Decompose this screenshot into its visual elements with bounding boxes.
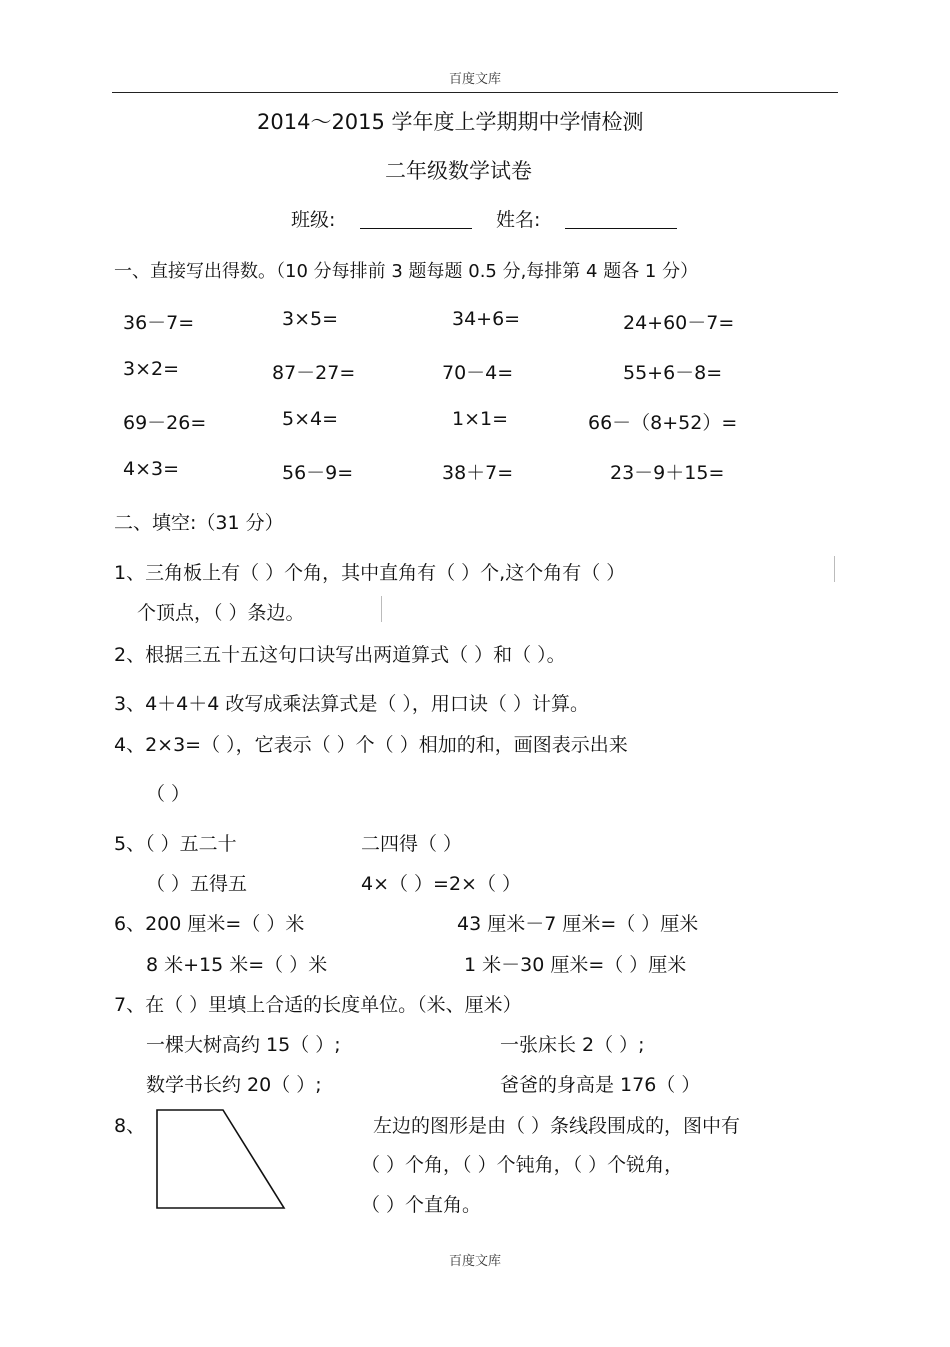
- section2-heading: 二、填空:（31 分）: [114, 512, 284, 534]
- trapezoid-figure: [150, 1104, 292, 1214]
- question-7-b: 一张床长 2（ ）;: [500, 1034, 645, 1056]
- exam-subtitle: 二年级数学试卷: [385, 159, 532, 183]
- calc-item: 36－7=: [123, 312, 195, 334]
- calc-item: 3×5=: [282, 308, 339, 330]
- question-3: 3、4＋4＋4 改写成乘法算式是（ ），用口诀（ ）计算。: [114, 693, 589, 715]
- question-6-c: 8 米+15 米=（ ）米: [146, 954, 328, 976]
- calc-item: 70－4=: [442, 362, 514, 384]
- margin-mark: [834, 556, 835, 582]
- question-5-a: 5、（ ）五二十: [114, 833, 237, 855]
- name-label: 姓名:: [496, 209, 541, 231]
- calc-item: 3×2=: [123, 358, 180, 380]
- calc-item: 23－9＋15=: [610, 462, 725, 484]
- question-7: 7、在（ ）里填上合适的长度单位。（米、厘米）: [114, 994, 522, 1016]
- calc-item: 69－26=: [123, 412, 207, 434]
- calc-item: 4×3=: [123, 458, 180, 480]
- question-6-d: 1 米－30 厘米=（ ）厘米: [464, 954, 687, 976]
- question-4-line2: （ ）: [146, 783, 191, 805]
- question-1-line1: 1、三角板上有（ ）个角，其中直角有（ ）个,这个角有（ ）: [114, 562, 626, 584]
- calc-item: 55+6－8=: [623, 362, 723, 384]
- question-6-a: 6、200 厘米=（ ）米: [114, 913, 305, 935]
- calc-item: 1×1=: [452, 408, 509, 430]
- question-5-d: 4×（ ）=2×（ ）: [361, 873, 522, 895]
- header-text: 百度文库: [449, 72, 502, 87]
- exam-title: 2014～2015 学年度上学期期中学情检测: [257, 110, 644, 134]
- question-7-a: 一棵大树高约 15（ ）;: [146, 1034, 341, 1056]
- question-4-line1: 4、2×3=（ ），它表示（ ）个（ ）相加的和，画图表示出来: [114, 734, 628, 756]
- name-blank[interactable]: [565, 210, 677, 229]
- question-5-b: 二四得（ ）: [361, 833, 463, 855]
- question-7-c: 数学书长约 20（ ）;: [146, 1074, 322, 1096]
- section1-heading: 一、直接写出得数。（10 分每排前 3 题每题 0.5 分,每排第 4 题各 1 分）: [114, 261, 699, 282]
- calc-item: 24+60－7=: [623, 312, 735, 334]
- question-8-number: 8、: [114, 1115, 146, 1137]
- class-label: 班级:: [291, 209, 336, 231]
- question-8-line2: （ ）个角，（ ）个钝角，（ ）个锐角，: [361, 1154, 684, 1176]
- footer-text: 百度文库: [449, 1254, 502, 1269]
- calc-item: 87－27=: [272, 362, 356, 384]
- question-7-d: 爸爸的身高是 176（ ）: [500, 1074, 701, 1096]
- calc-item: 56－9=: [282, 462, 354, 484]
- calc-item: 34+6=: [452, 308, 521, 330]
- class-blank[interactable]: [360, 210, 472, 229]
- question-1-line2: 个顶点，（ ）条边。: [137, 602, 305, 624]
- calc-item: 38＋7=: [442, 462, 514, 484]
- question-8-line3: （ ）个直角。: [361, 1194, 482, 1216]
- question-2: 2、根据三五十五这句口诀写出两道算式（ ）和（ ）。: [114, 644, 566, 666]
- margin-mark: [381, 596, 382, 622]
- calc-item: 5×4=: [282, 408, 339, 430]
- question-6-b: 43 厘米－7 厘米=（ ）厘米: [457, 913, 699, 935]
- header-rule: [112, 92, 838, 93]
- question-5-c: （ ）五得五: [146, 873, 248, 895]
- question-8-line1: 左边的图形是由（ ）条线段围成的，图中有: [373, 1115, 741, 1137]
- calc-item: 66－（8+52）=: [588, 412, 738, 434]
